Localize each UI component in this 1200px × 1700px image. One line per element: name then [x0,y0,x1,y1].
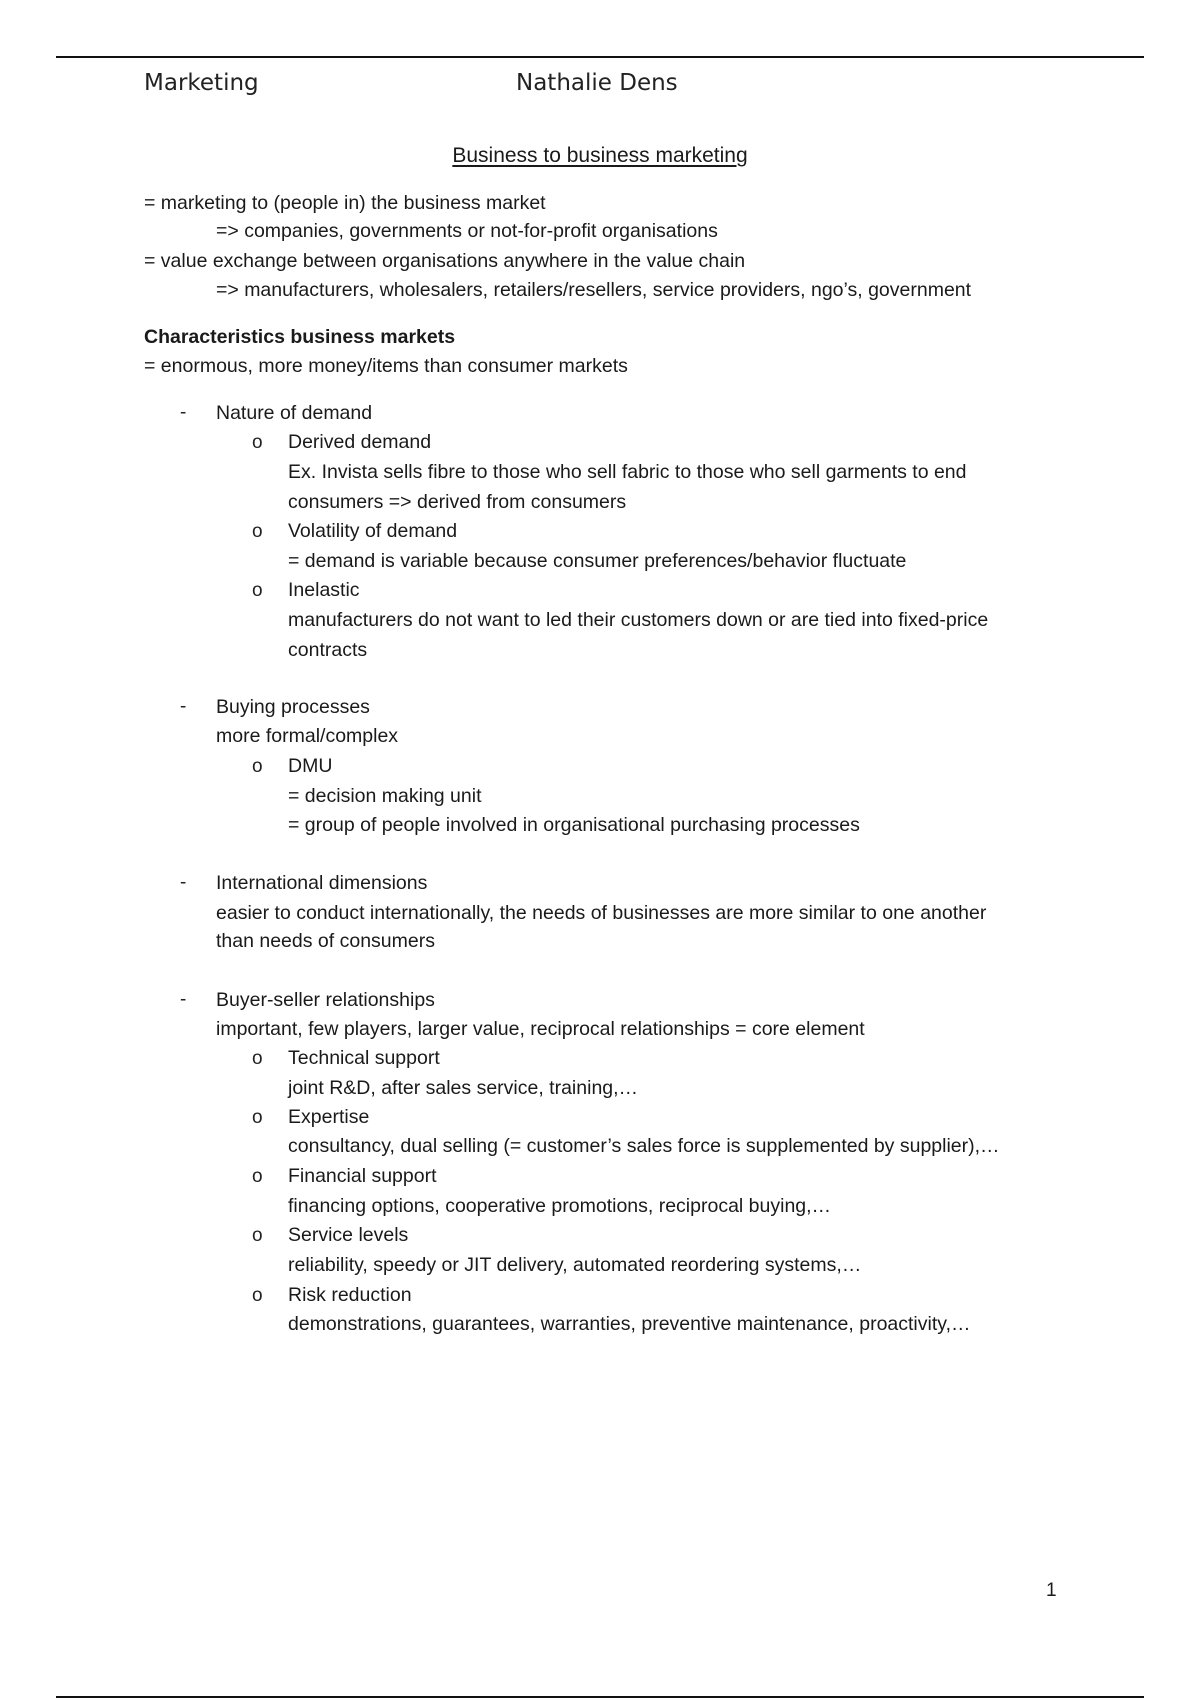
buyer-seller-text: important, few players, larger value, reciprocal relationships = core element [216,1018,865,1040]
service-levels-text: reliability, speedy or JIT delivery, automated reordering systems,… [288,1254,862,1276]
derived-demand-text: Ex. Invista sells fibre to those who sell fabric to those who sell garments to end [288,461,967,483]
sub-bullet-service-levels: Service levels [288,1224,409,1246]
circle-bullet: o [252,1107,263,1128]
dash-bullet: - [180,989,187,1010]
international-text: easier to conduct internationally, the needs of businesses are more similar to one another [216,902,987,924]
header-rule [56,56,1144,58]
sub-bullet-inelastic: Inelastic [288,579,360,601]
buying-processes-text: more formal/complex [216,725,399,747]
risk-reduction-text: demonstrations, guarantees, warranties, preventive maintenance, proactivity,… [288,1313,971,1335]
international-text: than needs of consumers [216,930,435,952]
derived-demand-text: consumers => derived from consumers [288,491,627,513]
circle-bullet: o [252,1285,263,1306]
bullet-international-dimensions: International dimensions [216,872,428,894]
bullet-nature-of-demand: Nature of demand [216,402,373,424]
sub-bullet-risk-reduction: Risk reduction [288,1284,412,1306]
circle-bullet: o [252,756,263,777]
circle-bullet: o [252,1048,263,1069]
dmu-text: = decision making unit [288,785,482,807]
sub-bullet-expertise: Expertise [288,1106,370,1128]
inelastic-text: manufacturers do not want to led their customers down or are tied into fixed-price [288,609,989,631]
inelastic-text: contracts [288,639,368,661]
technical-support-text: joint R&D, after sales service, training,… [288,1077,639,1099]
section-subtitle: = enormous, more money/items than consumer markets [144,355,628,377]
header-author: Nathalie Dens [516,70,678,96]
sub-bullet-dmu: DMU [288,755,333,777]
sub-bullet-financial-support: Financial support [288,1165,437,1187]
circle-bullet: o [252,580,263,601]
financial-support-text: financing options, cooperative promotions, reciprocal buying,… [288,1195,832,1217]
footer-rule [56,1696,1144,1698]
bullet-buyer-seller-relationships: Buyer-seller relationships [216,989,435,1011]
definition-1-detail: => companies, governments or not-for-profit organisations [216,220,718,242]
header-course: Marketing [144,70,259,96]
definition-2-detail: => manufacturers, wholesalers, retailers/resellers, service providers, ngo’s, government [216,279,972,301]
dash-bullet: - [180,402,187,423]
circle-bullet: o [252,1166,263,1187]
sub-bullet-technical-support: Technical support [288,1047,440,1069]
definition-1: = marketing to (people in) the business market [144,192,546,214]
dash-bullet: - [180,872,187,893]
circle-bullet: o [252,521,263,542]
expertise-text: consultancy, dual selling (= customer’s sales force is supplemented by supplier),… [288,1135,1000,1157]
circle-bullet: o [252,432,263,453]
dash-bullet: - [180,696,187,717]
sub-bullet-volatility: Volatility of demand [288,520,458,542]
sub-bullet-derived-demand: Derived demand [288,431,432,453]
circle-bullet: o [252,1225,263,1246]
volatility-text: = demand is variable because consumer preferences/behavior fluctuate [288,550,907,572]
definition-2: = value exchange between organisations anywhere in the value chain [144,250,746,272]
page-title: Business to business marketing [452,144,748,167]
page-number: 1 [1046,1580,1057,1601]
dmu-text: = group of people involved in organisational purchasing processes [288,814,860,836]
section-heading: Characteristics business markets [144,326,456,348]
bullet-buying-processes: Buying processes [216,696,370,718]
